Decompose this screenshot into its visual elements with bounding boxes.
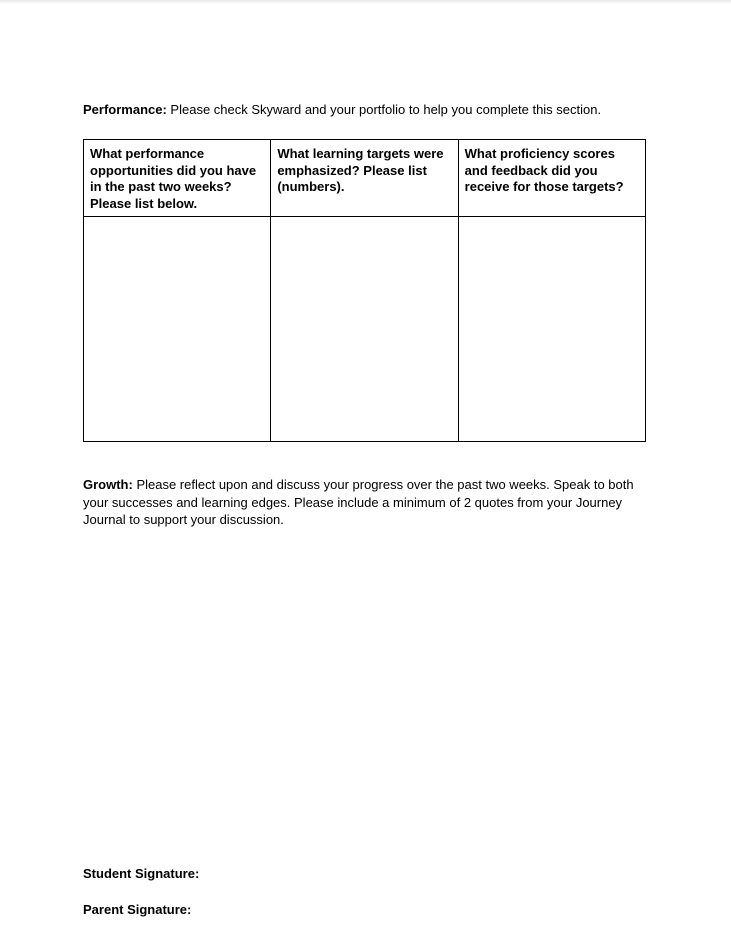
growth-heading: Growth:: [83, 477, 133, 492]
cell-proficiency-scores[interactable]: [458, 217, 645, 442]
performance-text: Please check Skyward and your portfolio to help you complete this section.: [166, 102, 602, 117]
page-top-edge: [0, 0, 731, 4]
cell-learning-targets[interactable]: [271, 217, 458, 442]
header-learning-targets: What learning targets were emphasized? Please list (numbers).: [271, 140, 458, 217]
table-row: [84, 217, 646, 442]
performance-table: [83, 139, 646, 442]
growth-text: Please reflect upon and discuss your progress over the past two weeks. Speak to both your successes and learning edges. Please include a minimum of 2 quotes from your Journey Journal to support your discussion.: [83, 477, 634, 527]
parent-signature-label: Parent Signature:: [83, 902, 192, 917]
growth-instructions: [83, 476, 648, 529]
header-proficiency-scores: What proficiency scores and feedback did you receive for those targets?: [458, 140, 645, 217]
header-performance-opportunities: What performance opportunities did you have in the past two weeks? Please list below.: [84, 140, 271, 217]
cell-performance-opportunities[interactable]: [84, 217, 271, 442]
student-signature-label: Student Signature:: [83, 866, 200, 881]
performance-heading: Performance:: [83, 102, 167, 117]
performance-instructions: [83, 101, 648, 119]
table-header-row: [84, 140, 646, 217]
